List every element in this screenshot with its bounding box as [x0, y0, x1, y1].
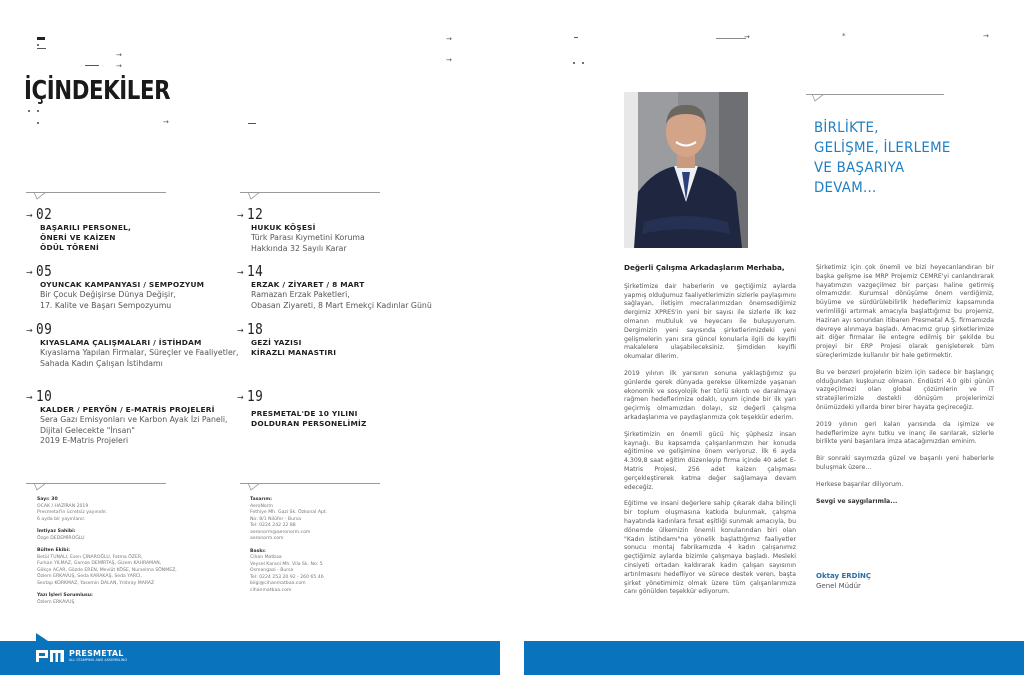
toc-item-18[interactable]: [237, 320, 336, 358]
arrow-right-icon: →: [26, 326, 33, 335]
toc-page-number: 02: [35, 205, 52, 223]
arrow-right-icon: →: [237, 393, 244, 402]
arrow-mark: →: [116, 51, 122, 59]
arrow-mark: →: [116, 62, 122, 70]
arrow-right-icon: →: [237, 211, 244, 220]
logo-name: PRESMETAL: [69, 649, 124, 658]
divider-notch-icon: [34, 192, 48, 200]
decor-dash: [574, 37, 578, 38]
divider-notch-icon: [812, 94, 826, 102]
pull-quote: BİRLİKTE, GELİŞME, İLERLEME VE BAŞARIYA DEVAM...: [814, 120, 951, 196]
letter-paragraph: Bir sonraki sayımızda güzel ve başarılı yeni haberlerle buluşmak üzere...: [816, 455, 994, 471]
signature-name: Oktay ERDİNÇ: [816, 572, 872, 580]
letter-paragraph: 2019 yılının ilk yarısının sonuna yaklaştığımız şu günlerde gerek dünyada gerekse ülkemizde yaşanan ekonomik ve sosyolojik her türlü sıkıntı ve daralmaya rağmen hedeflerimize odaklı, uyum içinde bir ilk yarı geçirmiş olmamızdan dolayı, siz değerli çalışma arkadaşlarıma ve paydaşlarımıza çok teşekkür ederim.: [624, 369, 796, 421]
letter-column-1: [624, 264, 796, 605]
toc-page-number: 12: [246, 205, 263, 223]
toc-item-09[interactable]: [26, 320, 238, 369]
toc-heading: KIYASLAMA ÇALIŞMALARI / İSTİHDAM: [40, 338, 202, 347]
decor-dot: [28, 110, 30, 112]
letter-paragraph: Eğitime ve insani değerlere sahip çıkarak daha bilinçli bir toplum oluşmasına katkıda bulunmak, çalışma hayatında kadınlara fırsat eşitliği sunmak amacıyla, bu dönemde ülkemizin önemli konularından biri olan "Kadın İstihdamı"na yönelik başlattığımız faaliyetler sonucu montaj fabrikamızda 4 kadın çalışanımız geçtiğimiz aylarda bizimle çalışmaya başladı. Mesleki cinsiyeti ortadan kaldırarak kadın çalışan sayısının artırılmasını hedefliyor ve sürece destek veren, başta şirket yönetimimiz olmak üzere tüm çalışanlarımıza canı gönülden teşekkür ediyorum.: [624, 500, 796, 596]
imprint-left: Sayı: 30 OCAK / HAZİRAN 2019 Presmetal'in ücretsiz yayınıdır. 6 ayda bir yayınlanır. İmtiyaz Sahibi: Özge DEDEMİROĞLU Bülten Ekibi: Betül TUNALI, Esen ÇINAROĞLU, Fatma ÖZER, Furkan YILMAZ, Gamze DEMİRTAŞ, Gizem KAHRAMAN, Gökçe ACAR, Gözde EREN, Mevlüt KÖSE, Nurselma SÖNMEZ, Özlem ERKAVUŞ, Seda KARAKAŞ, Seda YARCI, Sevtap KORKMAZ, Yasemin DALAN, Yıldıray MARAZ Yazı İşleri Sorumlusu: Özlem ERKAVUŞ: [37, 497, 177, 605]
toc-item-02[interactable]: [26, 205, 131, 253]
arrow-mark: →: [446, 56, 452, 64]
decor-dot: [582, 62, 584, 64]
footer-tab: [36, 633, 48, 641]
toc-item-10[interactable]: [26, 387, 228, 447]
decor-dot: [573, 62, 575, 64]
toc-heading: BAŞARILI PERSONEL, ÖNERİ VE KAİZEN ÖDÜL TÖRENİ: [40, 223, 131, 252]
toc-item-05[interactable]: [26, 262, 204, 311]
letter-closing: Sevgi ve saygılarımla...: [816, 497, 898, 505]
toc-subtitle: Sera Gazı Emisyonları ve Karbon Ayak İzi Paneli, Dijital Gelecekte "İnsan" 2019 E-Matris Projeleri: [40, 415, 228, 445]
imprint-right: Tasarım: AeroNorm Fethiye Mh. Gazi Sk. Özkonal Apt. No: 8/1 Nilüfer - Bursa Tel: 0224 242 22 88 aeronorm@aeronorm.com aeronorm.com Baskı: Cihan Matbaa Veysel Karani Mh. Vila Sk. No: 5 Osmangazi - Bursa Tel: 0224 253 20 92 - 260 65 46 bilgi@cihanmatbaa.com cihanmatbaa.com: [250, 497, 328, 593]
toc-subtitle: Türk Parası Kıymetini Koruma Hakkında 32 Sayılı Karar: [251, 233, 365, 253]
toc-page-number: 10: [35, 387, 52, 405]
toc-subtitle: Ramazan Erzak Paketleri, Obasan Ziyareti, 8 Mart Emekçi Kadınlar Günü: [251, 290, 432, 310]
toc-page-number: 09: [35, 320, 52, 338]
letter-column-2: [816, 264, 994, 514]
letter-paragraph: Bu ve benzeri projelerin bizim için sadece bir başlangıç olduğundan kuşkunuz olmasın. Endüstri 4.0 gibi günün vazgeçilmezi olan global çözümlerin ve IT stratejilerimizle destekli dönüşüm projelerimizi önümüzdeki yıllarda birer birer hayata geçireceğiz.: [816, 368, 994, 411]
toc-item-19[interactable]: [237, 387, 367, 429]
toc-item-14[interactable]: [237, 262, 432, 311]
decor-dot: [37, 44, 39, 46]
portrait-photo: [624, 92, 748, 248]
toc-heading: HUKUK KÖŞESİ: [251, 223, 316, 232]
arrow-mark: →: [983, 32, 989, 40]
toc-page-number: 05: [35, 262, 52, 280]
page-title: İÇİNDEKİLER: [24, 76, 171, 106]
arrow-right-icon: →: [26, 393, 33, 402]
left-page: [0, 0, 500, 675]
toc-page-number: 18: [246, 320, 263, 338]
logo-tagline: ALL STAMPING AND ASSEMBLING: [69, 658, 128, 662]
toc-heading: ERZAK / ZİYARET / 8 MART: [251, 280, 365, 289]
decor-dot: [37, 110, 39, 112]
letter-paragraph: Şirketimiz için çok önemli ve bizi heyecanlandıran bir başka gelişme ise MRP Projemiz CEMRE'yi canlandırarak hayatımızın vazgeçilmez bir parçası haline getirmiş olmamızdır. Kurumsal dönüşüme önem verdiğimiz, büyüme ve sürdürülebilirlik hedeflerimiz kapsamında verimliliği artırmak amacıyla başlattığımız bu projemiz, Haziran ayı sonundan itibaren Presmetal A.Ş. firmamızda devreye alınmaya başladı. Amacımız grup şirketlerimize ait diğer firmalar ile entegre edilmiş bir şekilde bu projeyi bir ERP Projesi olarak genişleterek tüm süreçlerimizde kullanılır bir hale getirmektir.: [816, 264, 994, 359]
letter-greeting: Değerli Çalışma Arkadaşlarım Merhaba,: [624, 263, 785, 272]
toc-page-number: 19: [246, 387, 263, 405]
arrow-right-icon: →: [237, 268, 244, 277]
decor-dash: [248, 123, 256, 124]
arrow-mark: →: [744, 33, 750, 41]
pm-logo-icon: [36, 650, 64, 662]
letter-paragraph: 2019 yılının geri kalan yarısında da işimize ve hedeflerimize aynı tutku ve inanç ile sarılarak, sizlerle birlikte yeni başarılara imza atacağımızdan eminim.: [816, 420, 994, 446]
toc-heading: OYUNCAK KAMPANYASI / SEMPOZYUM: [40, 280, 205, 289]
decor-mark: *: [842, 32, 846, 40]
decor-dash: [716, 38, 746, 39]
arrow-right-icon: →: [26, 211, 33, 220]
arrow-mark: →: [446, 35, 452, 43]
toc-subtitle: Bir Çocuk Değişirse Dünya Değişir, 17. Kalite ve Başarı Sempozyumu: [40, 290, 176, 310]
letter-paragraph: Şirketimize dair haberlerin ve geçtiğimiz aylarda yapmış olduğumuz faaliyetlerimizin sizlerle paylaşımını sağlayan, iletişim mecralarımızdan önemsediğimiz dergimiz XPRES'in yeni bir sayısı ile sizlerle ilk kez olmanın mutluluk ve heyecanı ile buluşuyorum. Dergimizin yeni sayısında şirketlerimizdeki yeni gelişmelerin yanı sıra güncel konularla ilgili de keyifli makalelere ulaşabileceksiniz. Şimdiden keyifli okumalar dilerim.: [624, 282, 796, 361]
decor-dash: [37, 48, 46, 49]
toc-heading: GEZİ YAZISI KİRAZLI MANASTIRI: [251, 338, 337, 357]
signature-title: Genel Müdür: [816, 582, 861, 590]
footer-bar-right: [524, 641, 1024, 675]
toc-subtitle: Kıyaslama Yapılan Firmalar, Süreçler ve Faaliyetler, Sahada Kadın Çalışan İstihdamı: [40, 348, 239, 368]
divider-notch-icon: [248, 483, 262, 491]
decor-mark: [37, 37, 45, 40]
toc-heading: PRESMETAL'DE 10 YILINI DOLDURAN PERSONELİMİZ: [251, 409, 367, 428]
letter-paragraph: Şirketimizin en önemli gücü hiç şüphesiz insan kaynağı. Bu kapsamda çalışanlarımızın her konuda eğitimine ve gelişimine önem veriyoruz. İlk 6 ayda 4.309,8 saat eğitim düzenleyip firma içinde 40 adet E-Matris Projesi, 256 adet kaizen çalışması gerçekleştirerek katma değer sağlamaya devam edeceğiz.: [624, 430, 796, 491]
decor-dot: [37, 122, 39, 124]
divider-notch-icon: [248, 192, 262, 200]
arrow-right-icon: →: [26, 268, 33, 277]
arrow-mark: →: [163, 118, 169, 126]
section-divider: [806, 94, 944, 95]
divider-notch-icon: [34, 483, 48, 491]
toc-heading: KALDER / PERYÖN / E-MATRİS PROJELERİ: [40, 405, 215, 414]
arrow-right-icon: →: [237, 326, 244, 335]
presmetal-logo: [36, 649, 127, 662]
letter-paragraph: Herkese başarılar diliyorum.: [816, 480, 904, 488]
toc-page-number: 14: [246, 262, 263, 280]
toc-item-12[interactable]: [237, 205, 365, 254]
decor-dash: [85, 65, 99, 66]
